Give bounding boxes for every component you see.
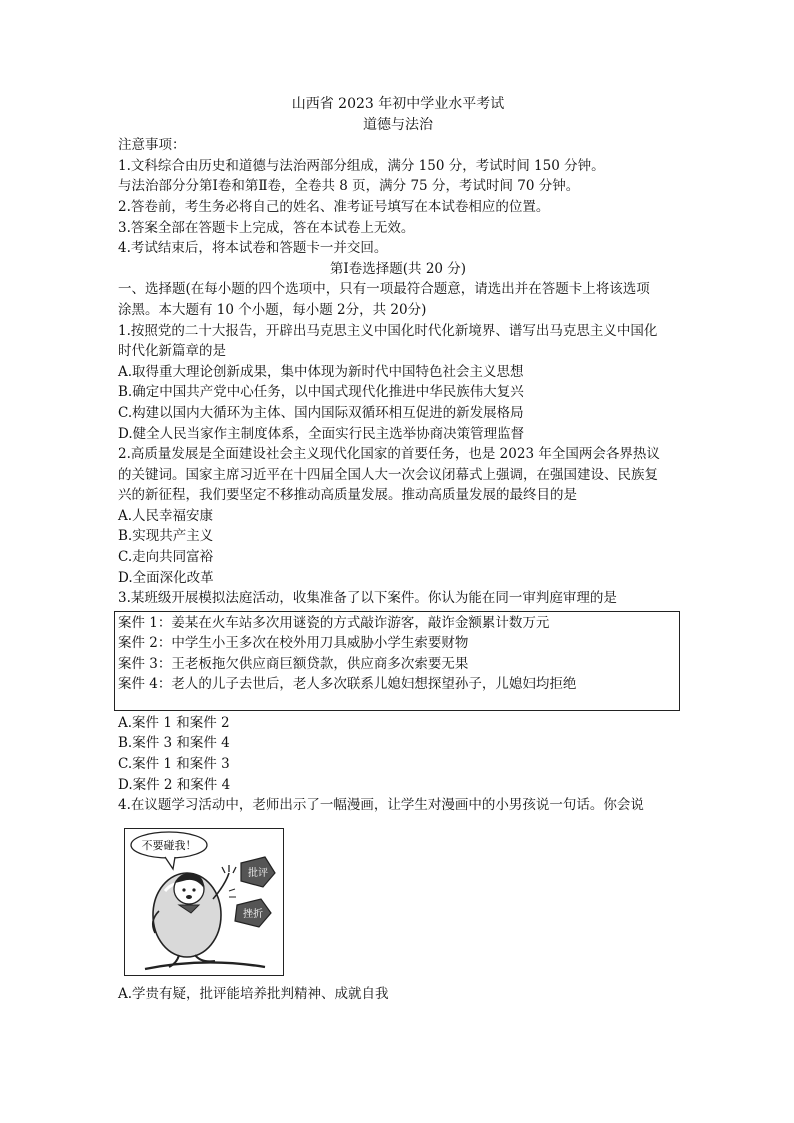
question-2-option-a: A.人民幸福安康 — [118, 507, 214, 524]
question-2-option-c: C.走向共同富裕 — [118, 549, 214, 566]
question-1-option-b: B.确定中国共产党中心任务，以中国式现代化推进中华民族伟大复兴 — [118, 384, 524, 401]
motion-lines — [229, 889, 236, 897]
section-instruction: 一、选择题(在每小题的四个选项中，只有一项最符合题意，请选出并在答题卡上将该选项 — [118, 281, 650, 298]
exam-page — [118, 94, 678, 1004]
question-3-option-c: C.案件 1 和案件 3 — [118, 756, 230, 773]
section-title: 第Ⅰ卷选择题(共 20 分) — [329, 260, 467, 277]
boy-arm — [213, 873, 229, 899]
notice-item: 3.答案全部在答题卡上完成，答在本试卷上无效。 — [118, 219, 415, 236]
question-3-option-a: A.案件 1 和案件 2 — [118, 714, 230, 731]
question-4-option-a: A.学贵有疑，批评能培养批判精神、成就自我 — [118, 985, 389, 1002]
question-1-stem: 1.按照党的二十大报告，开辟出马克思主义中国化时代化新境界、谱写出马克思主义中国化 — [118, 322, 658, 339]
question-2-stem: 兴的新征程，我们要坚定不移推动高质量发展。推动高质量发展的最终目的是 — [118, 487, 577, 504]
notice-item: 2.答卷前，考生务必将自己的姓名、准考证号填写在本试卷相应的位置。 — [118, 198, 550, 215]
stone-setback-label: 挫折 — [243, 908, 263, 920]
exam-subject: 道德与法治 — [363, 116, 433, 133]
notice-item: 4.考试结束后，将本试卷和答题卡一并交回。 — [118, 240, 388, 257]
speech-bubble-tail — [165, 857, 175, 869]
section-instruction: 涂黑。本大题有 10 个小题，每小题 2分，共 20分) — [118, 301, 427, 318]
notice-item: 1.文科综合由历史和道德与法治两部分组成，满分 150 分，考试时间 150 分钟。 — [118, 157, 605, 174]
question-3-stem: 3.某班级开展模拟法庭活动，收集准备了以下案件。你认为能在同一审判庭审理的是 — [118, 590, 617, 607]
question-1-option-c: C.构建以国内大循环为主体、国内国际双循环相互促进的新发展格局 — [118, 404, 524, 421]
case-item: 案件 2：中学生小王多次在校外用刀具威胁小学生索要财物 — [118, 635, 469, 652]
boy-leg — [195, 955, 215, 961]
boy-eye — [182, 888, 185, 891]
boy-eye — [192, 888, 195, 891]
ground-line — [145, 962, 265, 969]
cartoon-image — [124, 828, 284, 976]
question-1-option-a: A.取得重大理论创新成果，集中体现为新时代中国特色社会主义思想 — [118, 363, 524, 380]
question-2-stem: 2.高质量发展是全面建设社会主义现代化国家的首要任务，也是 2023 年全国两会各界热议 — [118, 446, 660, 463]
question-2-option-b: B.实现共产主义 — [118, 528, 214, 545]
notice-heading: 注意事项： — [118, 137, 186, 154]
speech-text: 不要碰我！ — [141, 838, 197, 852]
question-1-option-d: D.健全人民当家作主制度体系，全面实行民主选举协商决策管理监督 — [118, 425, 525, 442]
question-1-stem: 时代化新篇章的是 — [118, 343, 226, 360]
notice-item: 与法治部分分第Ⅰ卷和第Ⅱ卷，全卷共 8 页，满分 75 分，考试时间 70 分钟。 — [118, 178, 580, 195]
question-4-stem: 4.在议题学习活动中，老师出示了一幅漫画，让学生对漫画中的小男孩说一句话。你会说 — [118, 797, 644, 814]
case-item: 案件 1：姜某在火车站多次用谜瓷的方式敲诈游客，敲诈金额累计数万元 — [118, 614, 550, 631]
question-3-option-b: B.案件 3 和案件 4 — [118, 735, 230, 752]
boy-hand — [222, 865, 236, 873]
stone-criticism-label: 批评 — [248, 867, 268, 879]
boy-mouth — [186, 895, 192, 899]
case-item: 案件 4：老人的儿子去世后，老人多次联系儿媳妇想探望孙子，儿媳妇均拒绝 — [118, 676, 577, 693]
case-box — [114, 611, 680, 711]
case-item: 案件 3：王老板拖欠供应商巨额贷款，供应商多次索要无果 — [118, 655, 469, 672]
question-2-option-d: D.全面深化改革 — [118, 569, 214, 586]
cartoon-drawing — [125, 829, 282, 974]
exam-title: 山西省 2023 年初中学业水平考试 — [291, 96, 505, 112]
question-2-stem: 的关键词。国家主席习近平在十四届全国人大一次会议闭幕式上强调，在强国建设、民族复 — [118, 466, 658, 483]
question-3-option-d: D.案件 2 和案件 4 — [118, 776, 231, 793]
